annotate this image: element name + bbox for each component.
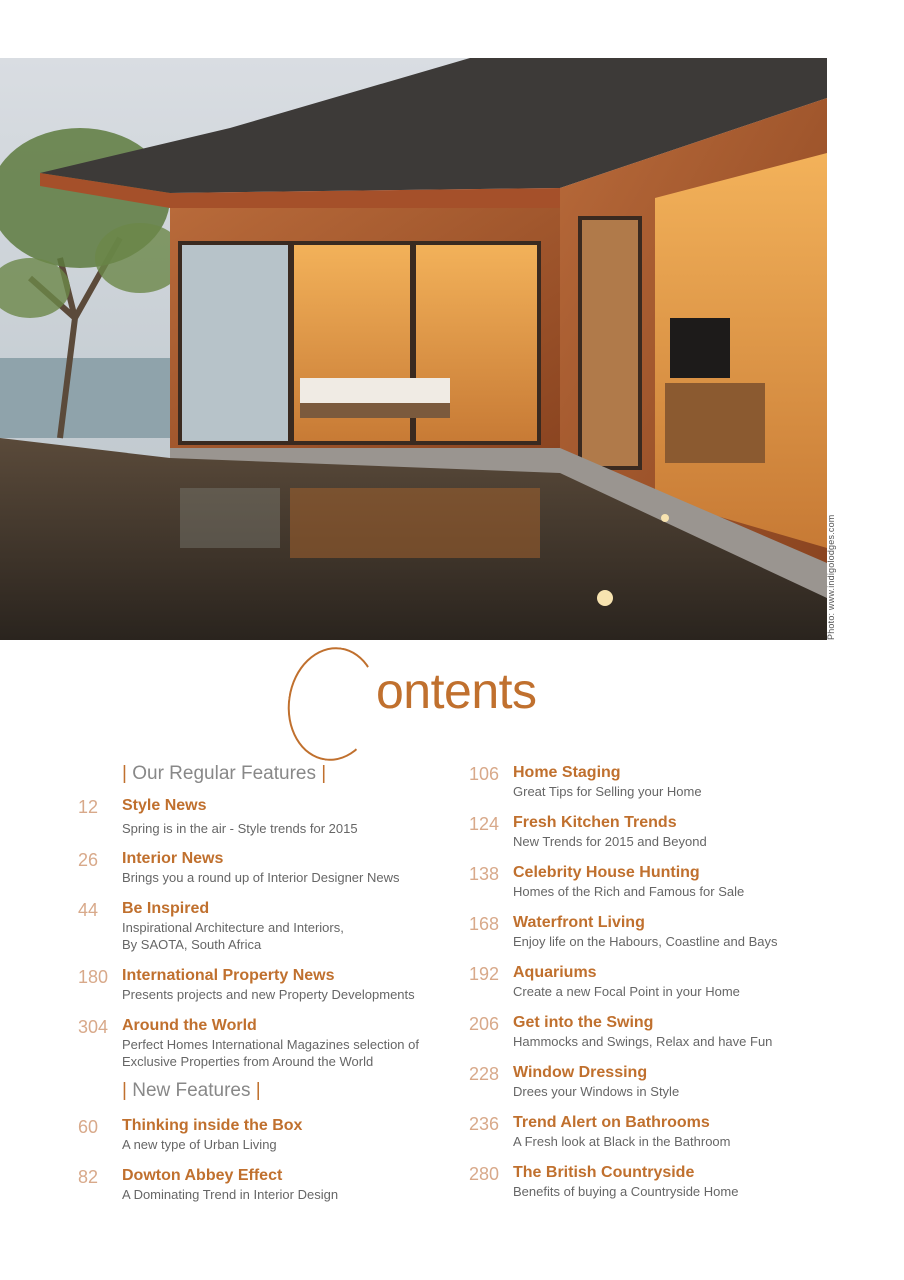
toc-entry[interactable] bbox=[78, 1016, 462, 1070]
entry-desc: Brings you a round up of Interior Designer News bbox=[122, 870, 400, 885]
toc-entry[interactable] bbox=[469, 1113, 853, 1150]
entry-title: Fresh Kitchen Trends bbox=[513, 814, 677, 831]
entry-desc: Homes of the Rich and Famous for Sale bbox=[513, 884, 745, 899]
entry-title: Trend Alert on Bathrooms bbox=[513, 1114, 710, 1131]
toc-entry[interactable] bbox=[78, 899, 462, 953]
entry-desc: Hammocks and Swings, Relax and have Fun bbox=[513, 1034, 773, 1049]
hero-photo bbox=[0, 58, 827, 640]
toc-entry[interactable] bbox=[469, 1163, 853, 1200]
photo-credit: Photo: www.indigolodges.com bbox=[826, 514, 836, 640]
entry-desc: Spring is in the air - Style trends for 2015 bbox=[122, 821, 358, 836]
toc-entry[interactable] bbox=[78, 1166, 462, 1203]
entry-title: Window Dressing bbox=[513, 1064, 648, 1081]
entry-desc: Great Tips for Selling your Home bbox=[513, 784, 702, 799]
entry-desc: A Fresh look at Black in the Bathroom bbox=[513, 1134, 731, 1149]
toc-entry[interactable] bbox=[469, 763, 853, 800]
page-number: 228 bbox=[469, 1064, 500, 1084]
toc-entry[interactable] bbox=[469, 963, 853, 1000]
toc-entry[interactable] bbox=[78, 796, 462, 837]
page-number: 192 bbox=[469, 964, 500, 984]
entry-desc: Benefits of buying a Countryside Home bbox=[513, 1184, 739, 1199]
page-number: 168 bbox=[469, 914, 500, 934]
entry-title: Around the World bbox=[122, 1017, 257, 1034]
entry-title: Be Inspired bbox=[122, 900, 210, 917]
toc-entry[interactable] bbox=[469, 813, 853, 850]
page-number: 206 bbox=[469, 1014, 500, 1034]
page-number: 106 bbox=[469, 764, 500, 784]
entry-desc: A Dominating Trend in Interior Design bbox=[122, 1187, 339, 1202]
toc-entry[interactable] bbox=[78, 966, 462, 1003]
entry-title: Dowton Abbey Effect bbox=[122, 1167, 283, 1184]
page-number: 12 bbox=[78, 797, 99, 817]
entry-title: The British Countryside bbox=[513, 1164, 695, 1181]
entry-desc: Enjoy life on the Habours, Coastline and Bays bbox=[513, 934, 778, 949]
page-number: 236 bbox=[469, 1114, 500, 1134]
page-number: 26 bbox=[78, 850, 99, 870]
entry-title: Thinking inside the Box bbox=[122, 1117, 303, 1134]
entry-desc: Presents projects and new Property Developments bbox=[122, 987, 415, 1002]
entry-title: Waterfront Living bbox=[513, 914, 645, 931]
villa-photo-icon bbox=[0, 58, 827, 640]
toc-entry[interactable] bbox=[78, 849, 462, 886]
entry-title: International Property News bbox=[122, 967, 335, 984]
page-number: 280 bbox=[469, 1164, 500, 1184]
section-regular-label: Our Regular Features bbox=[132, 763, 316, 784]
section-regular-features: | Our Regular Features | bbox=[122, 763, 327, 784]
title-text: ontents bbox=[376, 663, 537, 719]
entry-desc: Create a new Focal Point in your Home bbox=[513, 984, 740, 999]
section-new-label: New Features bbox=[132, 1080, 251, 1101]
page-number: 180 bbox=[78, 967, 109, 987]
entry-desc: New Trends for 2015 and Beyond bbox=[513, 834, 707, 849]
toc-entry[interactable] bbox=[78, 1116, 462, 1153]
entry-desc: Drees your Windows in Style bbox=[513, 1084, 680, 1099]
entry-title: Interior News bbox=[122, 850, 224, 867]
toc-entry[interactable] bbox=[469, 913, 853, 950]
entry-title: Celebrity House Hunting bbox=[513, 864, 700, 881]
section-new-features: | New Features | bbox=[122, 1080, 261, 1101]
title-c-letter bbox=[281, 641, 386, 766]
entry-desc: Inspirational Architecture and Interiors, bbox=[122, 920, 344, 935]
entry-desc-line2: Exclusive Properties from Around the World bbox=[122, 1054, 374, 1069]
toc-entry[interactable] bbox=[469, 1063, 853, 1100]
page-number: 60 bbox=[78, 1117, 99, 1137]
page-number: 44 bbox=[78, 900, 99, 920]
entry-title: Get into the Swing bbox=[513, 1014, 654, 1031]
page-number: 82 bbox=[78, 1167, 99, 1187]
entry-desc-line2: By SAOTA, South Africa bbox=[122, 937, 262, 952]
entry-title: Style News bbox=[122, 797, 207, 814]
toc-entry[interactable] bbox=[469, 1013, 853, 1050]
page-number: 304 bbox=[78, 1017, 109, 1037]
page-number: 124 bbox=[469, 814, 500, 834]
entry-desc: Perfect Homes International Magazines selection of bbox=[122, 1037, 419, 1052]
page-number: 138 bbox=[469, 864, 500, 884]
toc-entry[interactable] bbox=[469, 863, 853, 900]
entry-title: Home Staging bbox=[513, 764, 621, 781]
entry-desc: A new type of Urban Living bbox=[122, 1137, 277, 1152]
contents-title bbox=[280, 645, 580, 760]
entry-title: Aquariums bbox=[513, 964, 597, 981]
